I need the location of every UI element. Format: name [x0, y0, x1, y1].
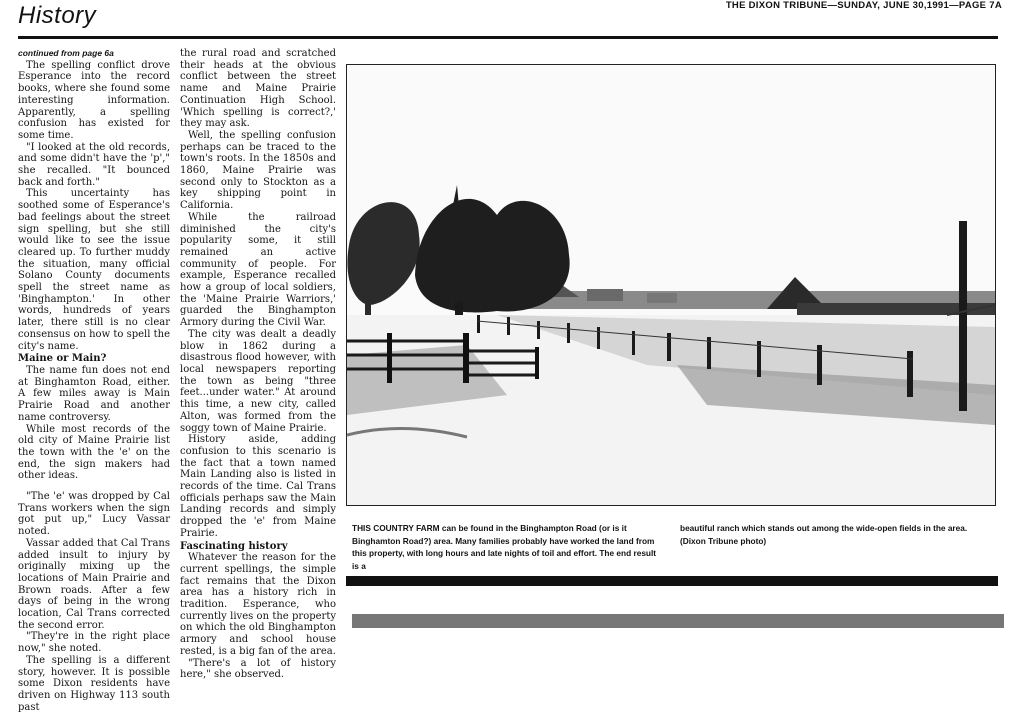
paragraph: The name fun does not end at Binghamton Road, either. A few miles away is Main Prairie Road and another name controversy.	[18, 364, 170, 423]
photo-caption-left: THIS COUNTRY FARM can be found in the Binghampton Road (or is it Binghamton Road?) area. Many families probably have worked the land from this property, with long hours and late nights of toil and effort. The end result is a	[352, 523, 657, 571]
continued-line: continued from page 6a	[18, 48, 114, 58]
farm-photo	[346, 64, 996, 506]
paragraph: "There's a lot of history here," she observed.	[180, 657, 336, 681]
paragraph: History aside, adding confusion to this scenario is the fact that a town named Main Landing also is listed in records of the time. Cal Trans officials perhaps saw the Main Landing records and simply dropped the 'e' from Maine Prairie.	[180, 434, 336, 539]
paragraph: Vassar added that Cal Trans added insult to injury by originally mixing up the locations of Main Prairie and Brown roads. After a few days of being in the wrong location, Cal Trans corrected the second error.	[18, 537, 170, 631]
paragraph: This uncertainty has soothed some of Esperance's bad feelings about the street sign spelling, but she still would like to see the issue cleared up. To further muddy the situation, many official Solano County documents spell the street name as 'Binghampton.' In other words, hundreds of years later, there still is no clear consensus on how to spell the city's name.	[18, 188, 170, 352]
paragraph: The city was dealt a deadly blow in 1862 during a disastrous flood however, with local newspapers reporting the town as being "three feet...under water." At around this time, a new city, called Alton, was formed from the soggy town of Maine Prairie.	[180, 328, 336, 434]
paragraph: "They're in the right place now," she noted.	[18, 631, 170, 655]
subhead: Fascinating history	[180, 540, 288, 552]
next-photo-strip	[352, 614, 1004, 628]
paragraph: The spelling conflict drove Esperance into the record books, where she found some interesting information. Apparently, a spelling confusion has existed for some time.	[18, 59, 170, 141]
paragraph: The spelling is a different story, however. It is possible some Dixon residents have driven on Highway 113 south past	[18, 654, 170, 713]
photo-caption-right: beautiful ranch which stands out among the wide-open fields in the area. (Dixon Tribune photo)	[680, 523, 968, 546]
farm-scene-illustration	[347, 65, 995, 505]
header-rule	[18, 36, 998, 39]
paragraph: the rural road and scratched their heads at the obvious conflict between the street name and Maine Prairie Continuation High School. 'Which spelling is correct?,' they may ask.	[180, 48, 336, 130]
paragraph: While most records of the old city of Maine Prairie list the town with the 'e' on the end, the sign makers had other ideas.	[18, 423, 170, 482]
subhead: Maine or Main?	[18, 353, 107, 365]
paragraph: While the railroad diminished the city's popularity some, it still remained an active community of people. For example, Esperance recalled how a group of local soldiers, the 'Maine Prairie Warriors,' guarded the Binghampton Armory during the Civil War.	[180, 211, 336, 329]
article-column-1	[18, 48, 170, 713]
paragraph: Whatever the reason for the current spellings, the simple fact remains that the Dixon area has a history rich in tradition. Esperance, who currently lives on the property on which the old Binghampton armory and school house rested, is a big fan of the area.	[180, 552, 336, 657]
divider-bar	[346, 576, 998, 586]
article-column-2	[180, 48, 336, 681]
paragraph: "I looked at the old records, and some didn't have the 'p'," she recalled. "It bounced back and forth."	[18, 141, 170, 188]
page-folio: THE DIXON TRIBUNE—SUNDAY, JUNE 30,1991—PAGE 7A	[725, 0, 1002, 11]
section-title: History	[18, 2, 97, 29]
paragraph: "The 'e' was dropped by Cal Trans workers when the sign got put up," Lucy Vassar noted.	[18, 491, 170, 538]
paragraph: Well, the spelling confusion perhaps can be traced to the town's roots. In the 1850s and 1860, Maine Prairie was second only to Stockton as a key shipping point in California.	[180, 129, 336, 212]
